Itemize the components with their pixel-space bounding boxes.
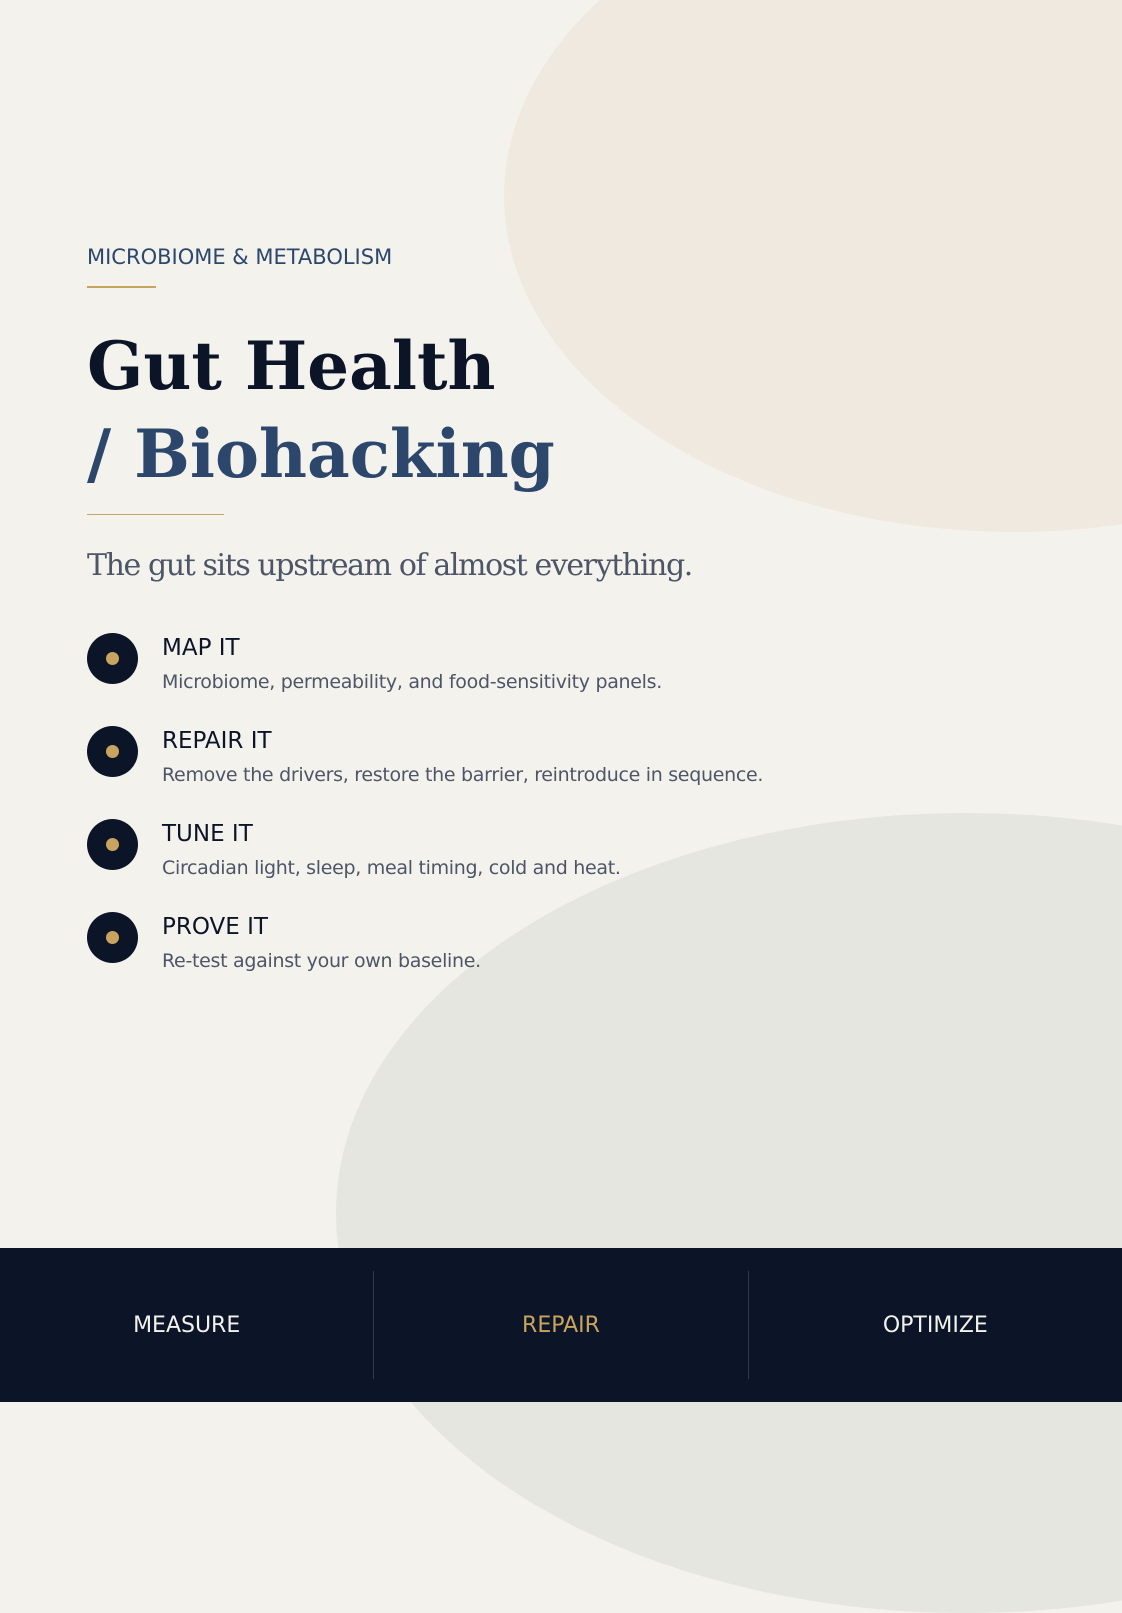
step-title: MAP IT [162,635,240,661]
bullet-circle-icon [87,726,138,777]
step-title: TUNE IT [162,821,253,847]
bullet-dot-icon [106,838,119,851]
footer-item-optimize[interactable]: OPTIMIZE [882,1312,988,1338]
step-description: Re-test against your own baseline. [162,950,481,972]
page-title-line-1: Gut Health [87,327,496,405]
step-title: PROVE IT [162,914,268,940]
bullet-dot-icon [106,931,119,944]
steps-list [87,632,987,1004]
step-description: Microbiome, permeability, and food-sensitivity panels. [162,671,663,693]
background-shape-top [504,0,1122,532]
step-description: Remove the drivers, restore the barrier, reintroduce in sequence. [162,764,764,786]
step-item-tune [87,818,987,911]
bullet-dot-icon [106,652,119,665]
footer-nav [0,1248,1122,1402]
footer-item-measure[interactable]: MEASURE [133,1312,241,1338]
page-title-line-2: / Biohacking [87,415,555,493]
page-title [87,322,555,498]
tagline: The gut sits upstream of almost everything. [87,548,692,583]
step-item-repair [87,725,987,818]
bullet-circle-icon [87,633,138,684]
footer-item-repair[interactable]: REPAIR [522,1312,600,1338]
bullet-dot-icon [106,745,119,758]
step-title: REPAIR IT [162,728,272,754]
eyebrow-divider [87,286,156,288]
step-item-prove [87,911,987,1004]
step-description: Circadian light, sleep, meal timing, cold and heat. [162,857,621,879]
eyebrow-label: MICROBIOME & METABOLISM [87,245,393,269]
title-divider [87,514,224,515]
bullet-circle-icon [87,912,138,963]
bullet-circle-icon [87,819,138,870]
step-item-map [87,632,987,725]
